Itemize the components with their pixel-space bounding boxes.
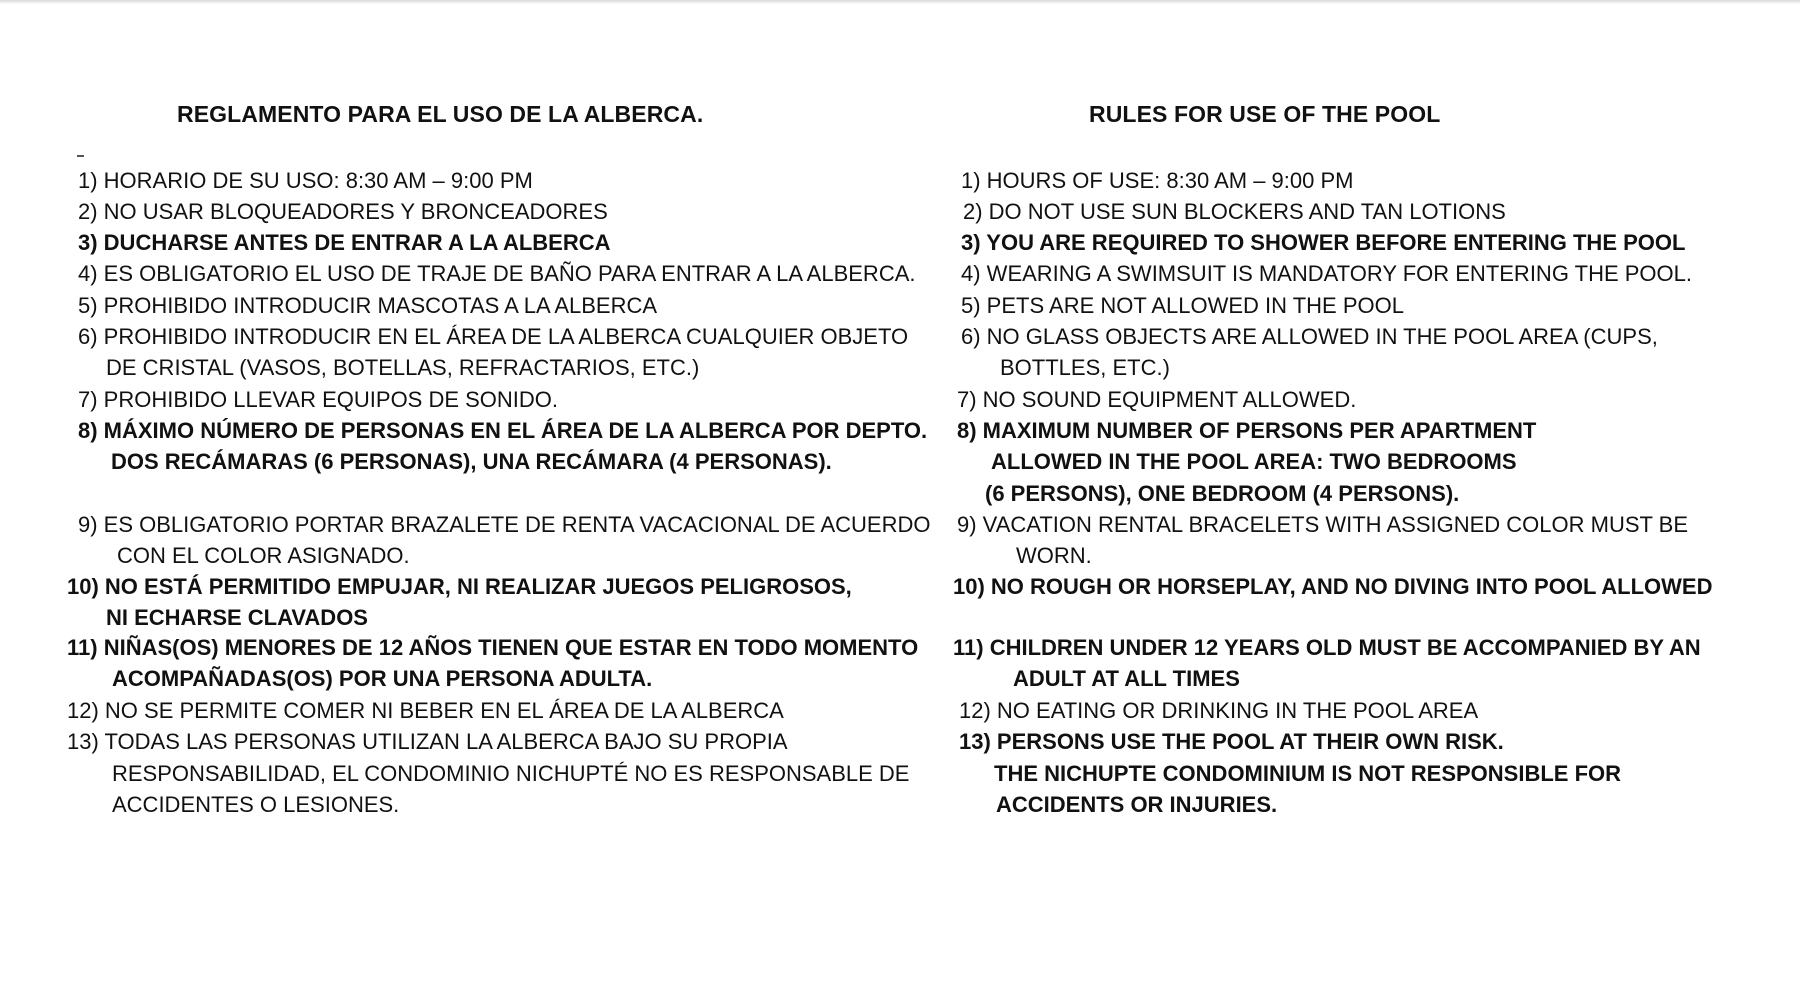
es-rule-6: 6) PROHIBIDO INTRODUCIR EN EL ÁREA DE LA ALBERCA CUALQUIER OBJETO <box>78 324 909 349</box>
es-rule-10: 10) NO ESTÁ PERMITIDO EMPUJAR, NI REALIZAR JUEGOS PELIGROSOS, <box>67 574 852 599</box>
en-rule-6: 6) NO GLASS OBJECTS ARE ALLOWED IN THE POOL AREA (CUPS, <box>961 324 1658 349</box>
es-rule-9: 9) ES OBLIGATORIO PORTAR BRAZALETE DE RENTA VACACIONAL DE ACUERDO <box>78 512 931 537</box>
es-rule-2: 2) NO USAR BLOQUEADORES Y BRONCEADORES <box>78 199 608 224</box>
en-rule-11: 11) CHILDREN UNDER 12 YEARS OLD MUST BE ACCOMPANIED BY AN <box>953 635 1701 660</box>
en-rule-8-cont-2: (6 PERSONS), ONE BEDROOM (4 PERSONS). <box>985 481 1460 506</box>
en-rule-1: 1) HOURS OF USE: 8:30 AM – 9:00 PM <box>961 168 1354 193</box>
es-rule-8: 8) MÁXIMO NÚMERO DE PERSONAS EN EL ÁREA DE LA ALBERCA POR DEPTO. <box>78 418 928 443</box>
es-rule-9-cont: CON EL COLOR ASIGNADO. <box>117 543 410 568</box>
es-rule-10-cont: NI ECHARSE CLAVADOS <box>106 605 368 630</box>
en-rule-13: 13) PERSONS USE THE POOL AT THEIR OWN RISK. <box>959 729 1504 754</box>
stray-mark <box>77 155 84 157</box>
es-rule-11-cont: ACOMPAÑADAS(OS) POR UNA PERSONA ADULTA. <box>112 666 653 691</box>
es-rule-11: 11) NIÑAS(OS) MENORES DE 12 AÑOS TIENEN QUE ESTAR EN TODO MOMENTO <box>67 635 919 660</box>
en-rule-5: 5) PETS ARE NOT ALLOWED IN THE POOL <box>961 293 1404 318</box>
en-rule-8: 8) MAXIMUM NUMBER OF PERSONS PER APARTMENT <box>957 418 1537 443</box>
en-rule-10: 10) NO ROUGH OR HORSEPLAY, AND NO DIVING INTO POOL ALLOWED <box>953 574 1713 599</box>
es-rule-8-cont: DOS RECÁMARAS (6 PERSONAS), UNA RECÁMARA (4 PERSONAS). <box>111 449 832 474</box>
spanish-title: REGLAMENTO PARA EL USO DE LA ALBERCA. <box>177 101 704 127</box>
en-rule-2: 2) DO NOT USE SUN BLOCKERS AND TAN LOTIONS <box>963 199 1506 224</box>
en-rule-9-cont: WORN. <box>1016 543 1092 568</box>
es-rule-3: 3) DUCHARSE ANTES DE ENTRAR A LA ALBERCA <box>78 230 611 255</box>
en-rule-12: 12) NO EATING OR DRINKING IN THE POOL AREA <box>959 698 1479 723</box>
es-rule-13: 13) TODAS LAS PERSONAS UTILIZAN LA ALBERCA BAJO SU PROPIA <box>67 729 788 754</box>
es-rule-4: 4) ES OBLIGATORIO EL USO DE TRAJE DE BAÑO PARA ENTRAR A LA ALBERCA. <box>78 261 916 286</box>
es-rule-7: 7) PROHIBIDO LLEVAR EQUIPOS DE SONIDO. <box>78 387 559 412</box>
en-rule-3: 3) YOU ARE REQUIRED TO SHOWER BEFORE ENTERING THE POOL <box>961 230 1686 255</box>
en-rule-11-cont: ADULT AT ALL TIMES <box>1013 666 1240 691</box>
english-title: RULES FOR USE OF THE POOL <box>1089 101 1441 127</box>
top-edge-shadow <box>0 0 1800 4</box>
en-rule-13-cont-2: ACCIDENTS OR INJURIES. <box>996 792 1278 817</box>
en-rule-7: 7) NO SOUND EQUIPMENT ALLOWED. <box>957 387 1357 412</box>
es-rule-13-cont-1: RESPONSABILIDAD, EL CONDOMINIO NICHUPTÉ NO ES RESPONSABLE DE <box>112 761 910 786</box>
es-rule-1: 1) HORARIO DE SU USO: 8:30 AM – 9:00 PM <box>78 168 533 193</box>
en-rule-6-cont: BOTTLES, ETC.) <box>1000 355 1170 380</box>
es-rule-5: 5) PROHIBIDO INTRODUCIR MASCOTAS A LA ALBERCA <box>78 293 658 318</box>
es-rule-13-cont-2: ACCIDENTES O LESIONES. <box>112 792 400 817</box>
en-rule-13-cont-1: THE NICHUPTE CONDOMINIUM IS NOT RESPONSIBLE FOR <box>994 761 1622 786</box>
en-rule-9: 9) VACATION RENTAL BRACELETS WITH ASSIGNED COLOR MUST BE <box>957 512 1689 537</box>
es-rule-6-cont: DE CRISTAL (VASOS, BOTELLAS, REFRACTARIOS, ETC.) <box>106 355 700 380</box>
en-rule-4: 4) WEARING A SWIMSUIT IS MANDATORY FOR ENTERING THE POOL. <box>961 261 1693 286</box>
es-rule-12: 12) NO SE PERMITE COMER NI BEBER EN EL ÁREA DE LA ALBERCA <box>67 698 784 723</box>
en-rule-8-cont-1: ALLOWED IN THE POOL AREA: TWO BEDROOMS <box>991 449 1517 474</box>
